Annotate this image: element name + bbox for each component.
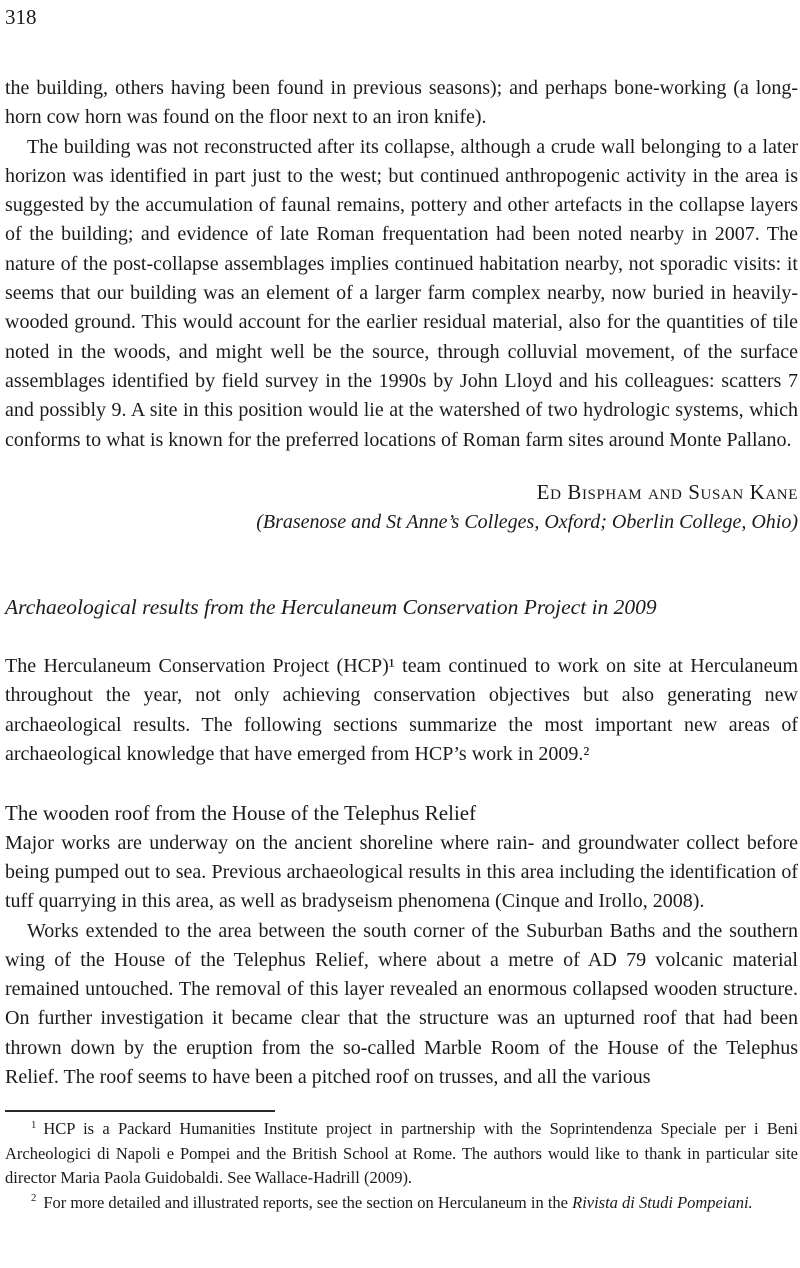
byline <box>5 477 798 537</box>
section-heading: The wooden roof from the House of the Telephus Relief <box>5 801 477 826</box>
continued-text-block <box>5 74 798 455</box>
footnote <box>5 1117 798 1191</box>
footnote <box>5 1191 798 1216</box>
footnote-rule <box>5 1110 275 1112</box>
article-title: Archaeological results from the Herculaneum Conservation Project in 2009 <box>5 594 657 619</box>
paragraph: Major works are underway on the ancient shoreline where rain- and groundwater collect before being pumped out to sea. Previous archaeological results in this area including the identification of tuff quarrying in this area, as well as bradyseism phenomena (Cinque and Irollo, 2008). <box>5 831 798 913</box>
paragraph: Works extended to the area between the south corner of the Suburban Baths and the southern wing of the House of the Telephus Relief, where about a metre of AD 79 volcanic material remained untouched. The removal of this layer revealed an enormous collapsed wooden structure. On further investigation it became clear that the structure was an upturned roof that had been thrown down by the eruption from the so-called Marble Room of the House of the Telephus Relief. The roof seems to have been a pitched roof on trusses, and all the various <box>5 919 798 1089</box>
paragraph: the building, others having been found in previous seasons); and perhaps bone-working (a long-horn cow horn was found on the floor next to an iron knife). <box>5 77 798 129</box>
paragraph: The Herculaneum Conservation Project (HCP)¹ team continued to work on site at Herculaneum throughout the year, not only achieving conservation objectives but also generating new archaeological results. The following sections summarize the most important new areas of archaeological knowledge that have emerged from HCP’s work in 2009.² <box>5 655 798 766</box>
footnote-italic-text: Rivista di Studi Pompeiani. <box>572 1192 753 1212</box>
footnote-marker: 2 <box>31 1192 37 1205</box>
footnote-text: For more detailed and illustrated reports, see the section on Herculaneum in the <box>43 1192 573 1212</box>
page-number: 318 <box>5 5 37 29</box>
footnote-text: HCP is a Packard Humanities Institute project in partnership with the Soprintendenza Speciale per i Beni Archeologici di Napoli e Pompei and the British School at Rome. The authors would like to thank in particular site director Maria Paola Guidobaldi. See Wallace-Hadrill (2009). <box>5 1119 798 1188</box>
footnote-marker: 1 <box>31 1118 37 1131</box>
author-names: Ed Bispham and Susan Kane <box>536 479 798 504</box>
paragraph: The building was not reconstructed after its collapse, although a crude wall belonging to a later horizon was identified in part just to the west; but continued anthropogenic activity in the area is suggested by the accumulation of faunal remains, pottery and other artefacts in the collapse layers of the building; and evidence of late Roman frequentation had been noted nearby in 2007. The nature of the post-collapse assemblages implies continued habitation nearby, not sporadic visits: it seems that our building was an element of a larger farm complex nearby, now buried in heavily-wooded ground. This would account for the earlier residual material, also for the quantities of tile noted in the woods, and might well be the source, through colluvial movement, of the surface assemblages identified by field survey in the 1990s by John Lloyd and his colleagues: scatters 7 and possibly 9. A site in this position would lie at the watershed of two hydrologic systems, which conforms to what is known for the preferred locations of Roman farm sites around Monte Pallano. <box>5 135 798 451</box>
footnote-area <box>5 1110 798 1215</box>
author-affiliation: (Brasenose and St Anne’s Colleges, Oxford; Oberlin College, Ohio) <box>256 510 798 533</box>
